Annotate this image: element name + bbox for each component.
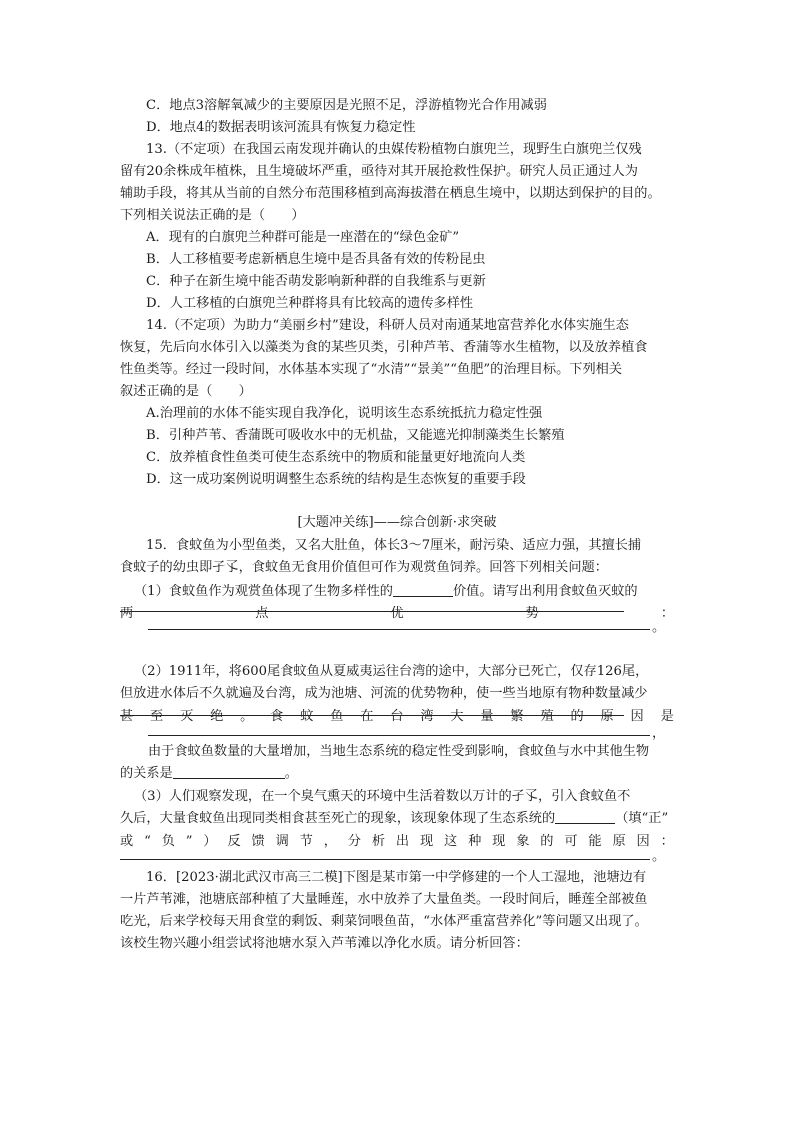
spread-char: 出 (395, 834, 410, 849)
q13-stem-line-3: 辅助手段，将其从当前的自然分布范围移植到高海拔潜在栖息生境中，以期达到保护的目的。 (120, 186, 661, 201)
spread-char: 种 (468, 834, 482, 849)
spread-char: 或 (120, 834, 134, 849)
spread-char: 的 (570, 709, 584, 724)
spread-char: 蚊 (300, 709, 314, 724)
q15-part1-end: 。 (652, 620, 666, 635)
spread-char: 两 (120, 606, 134, 621)
spread-char: ： (660, 606, 674, 621)
spread-char: 至 (150, 709, 164, 724)
q16-stem-line-2: 一片芦苇滩，池塘底部种植了大量睡莲，水中放养了大量鱼类。一段时间后，睡莲全部被鱼 (120, 892, 648, 907)
spread-char: 节 (299, 834, 313, 849)
q16-stem-line-1: 16．[2023·湖北武汉市高三二模]下图是某市第一中学修建的一个人工湿地，池塘边有 (146, 870, 647, 885)
spread-char: “ (144, 834, 151, 849)
spread-char: 原 (600, 709, 614, 724)
q15-part3-text-a: 久后，大量食蚊鱼出现同类相食甚至死亡的现象，该现象体现了生态系统的 (120, 811, 556, 826)
spread-char: 调 (275, 834, 289, 849)
q15-part1-spread-line (120, 604, 674, 624)
q15-stem-line-1: 15．食蚊鱼为小型鱼类，又名大肚鱼，体长3～7厘米，耐污染、适应力强，其擅长捕 (146, 538, 642, 553)
section-title: [大题冲关练]——综合创新·求突破 (297, 515, 497, 530)
spread-char: 在 (360, 709, 374, 724)
spread-char: 繁 (510, 709, 524, 724)
spread-char: 绝 (210, 709, 224, 724)
q15-part2-line-2: 但放进水体后不久就遍及台湾，成为池塘、河流的优势物种，使一些当地原有物种数量减少 (120, 686, 648, 701)
spread-char: ） (203, 834, 217, 849)
q14-option-c: C．放养植食性鱼类可使生态系统中的物质和能量更好地流向人类 (146, 450, 526, 465)
spread-char: 灭 (180, 709, 194, 724)
q13-option-b: B．人工移植要考虑新栖息生境中是否具备有效的传粉昆虫 (146, 252, 486, 267)
q13-stem-line-1: 13.（不定项）在我国云南发现并确认的虫媒传粉植物白旗兜兰，现野生白旗兜兰仅残 (146, 142, 642, 157)
q13-option-a: A．现有的白旗兜兰种群可能是一座潜在的“绿色金矿” (146, 230, 460, 245)
q15-part3-line-2 (120, 809, 668, 829)
q15-answer-line[interactable] (120, 715, 624, 716)
q12-option-c: C．地点3溶解氧减少的主要原因是光照不足，浮游植物光合作用减弱 (146, 98, 547, 113)
q15-answer-line[interactable] (120, 611, 624, 612)
spread-char: 这 (444, 834, 458, 849)
q15-part3-text-b: （填“正” (615, 811, 669, 826)
spread-char: 现 (419, 834, 434, 849)
q15-part2-spread-line (120, 707, 674, 727)
q13-option-c: C．种子在新生境中能否萌发影响新种群的自我维系与更新 (146, 274, 486, 289)
spread-char: 因 (636, 834, 650, 849)
spread-char: 大 (450, 709, 464, 724)
spread-char: 馈 (251, 834, 265, 849)
spread-char: 能 (588, 834, 602, 849)
q13-stem-line-2: 留有20余株成年植株，且生境破坏严重，亟待对其开展抢救性保护。研究人员正通过人为 (120, 164, 638, 179)
spread-char: ， (323, 834, 337, 849)
q15-answer-blank-relation[interactable] (173, 764, 285, 779)
spread-char: 鱼 (330, 709, 344, 724)
spread-char: 是 (660, 709, 674, 724)
spread-char: 点 (255, 606, 269, 621)
q15-answer-blank-feedback[interactable] (555, 809, 615, 824)
q15-answer-line[interactable] (120, 859, 650, 860)
q14-option-b: B．引种芦苇、香蒲既可吸收水中的无机盐，又能遮光抑制藻类生长繁殖 (146, 428, 565, 443)
q15-stem-line-2: 食蚊子的幼虫即孑孓，食蚊鱼无食用价值但可作为观赏鱼饲养。回答下列相关问题： (120, 560, 608, 575)
spread-char: 负 (161, 834, 175, 849)
spread-char: 量 (480, 709, 494, 724)
q14-option-d: D．这一成功案例说明调整生态系统的结构是生态恢复的重要手段 (146, 472, 526, 487)
q15-part2-line-4 (120, 764, 298, 784)
q13-option-d: D．人工移植的白旗兜兰种群将具有比较高的遗传多样性 (146, 296, 474, 311)
q12-option-d: D．地点4的数据表明该河流具有恢复力稳定性 (146, 120, 416, 135)
spread-char: 现 (492, 834, 506, 849)
q15-answer-blank-value[interactable] (393, 582, 453, 597)
q15-part1-line (134, 582, 638, 602)
spread-char: 的 (540, 834, 554, 849)
spread-char: 象 (516, 834, 530, 849)
q14-stem-line-4: 叙述正确的是（ ） (120, 384, 252, 399)
spread-char: 势 (525, 606, 539, 621)
q15-part2-text-b: 。 (284, 766, 298, 781)
spread-char: 。 (240, 709, 254, 724)
q15-part1-text-b: 价值。请写出利用食蚊鱼灭蚊的 (452, 584, 638, 599)
q14-stem-line-3: 性鱼类等。经过一段时间，水体基本实现了“水清”“景美”“鱼肥”的治理目标。下列相关 (120, 362, 623, 377)
q16-stem-line-4: 该校生物兴趣小组尝试将池塘水泵入芦苇滩以净化水质。请分析回答： (120, 936, 529, 951)
q15-part2-line-3: 由于食蚊鱼数量的大量增加，当地生态系统的稳定性受到影响，食蚊鱼与水中其他生物 (148, 744, 650, 759)
spread-char: 殖 (540, 709, 554, 724)
q13-stem-line-4: 下列相关说法正确的是（ ） (120, 208, 305, 223)
q15-part2-end: ， (652, 726, 666, 741)
spread-char: 反 (227, 834, 241, 849)
spread-char: 分 (347, 834, 361, 849)
q14-stem-line-2: 恢复，先后向水体引入以藻类为食的某些贝类，引种芦苇、香蒲等水生植物，以及放养植食 (120, 340, 648, 355)
q15-part3-end: 。 (652, 849, 666, 864)
spread-char: 台 (390, 709, 404, 724)
spread-char: 因 (630, 709, 644, 724)
q15-part3-line-1: （3）人们观察发现，在一个臭气熏天的环境中生活着数以万计的孑孓，引入食蚊鱼不 (134, 789, 631, 804)
spread-char: 优 (390, 606, 404, 621)
spread-char: 析 (371, 834, 385, 849)
spread-char: 甚 (120, 709, 134, 724)
spread-char: 食 (270, 709, 284, 724)
q15-answer-line[interactable] (148, 629, 650, 630)
q14-option-a: A.治理前的水体不能实现自我净化，说明该生态系统抵抗力稳定性强 (146, 406, 543, 421)
spread-char: 湾 (420, 709, 434, 724)
q15-part1-text-a: （1）食蚊鱼作为观赏鱼体现了生物多样性的 (134, 584, 393, 599)
spread-char: ” (185, 834, 193, 849)
q14-stem-line-1: 14.（不定项）为助力“美丽乡村”建设，科研人员对南通某地富营养化水体实施生态 (146, 318, 629, 333)
spread-char: ： (660, 834, 674, 849)
q15-part2-line-1: （2）1911年，将600尾食蚊鱼从夏威夷运往台湾的途中，大部分已死亡，仅存126尾， (134, 664, 649, 679)
q15-answer-line[interactable] (148, 735, 650, 736)
q15-part2-text-a: 的关系是 (120, 766, 173, 781)
spread-char: 可 (564, 834, 578, 849)
q15-part3-spread-line (120, 832, 674, 852)
spread-char: 原 (612, 834, 626, 849)
q16-stem-line-3: 吃光，后来学校每天用食堂的剩饭、剩菜饲喂鱼苗，“水体严重富营养化”等问题又出现了。 (120, 914, 648, 929)
